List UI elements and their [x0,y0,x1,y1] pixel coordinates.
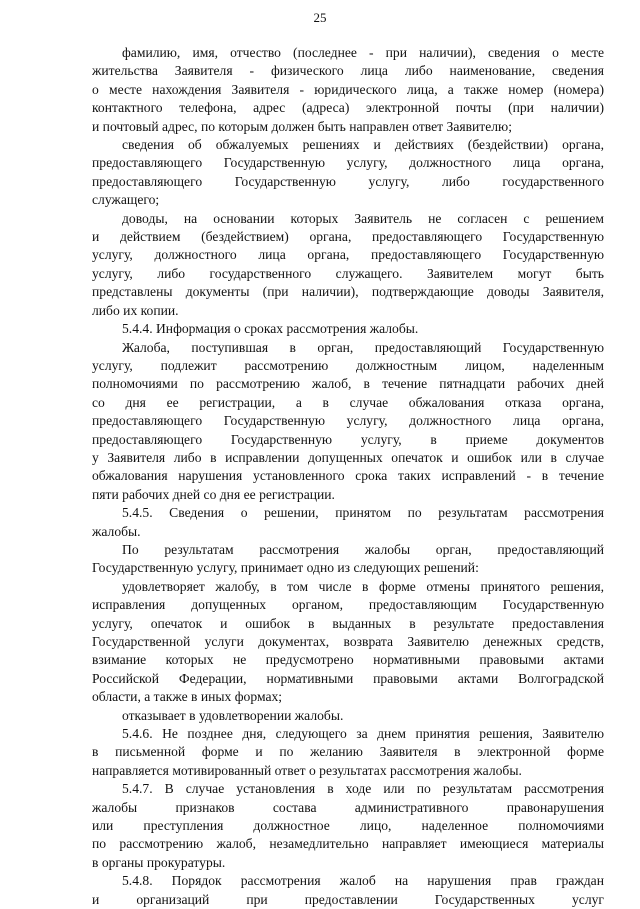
text-line: и почтовый адрес, по которым должен быть направлен ответ Заявителю; [92,118,512,134]
text-line: служащего; [92,192,160,208]
text-line: в органы прокуратуры. [92,854,226,870]
text-line: предоставляющего Государственную услугу, либо государственного [92,173,604,189]
text-line: по рассмотрению жалоб, незамедлительно направляет имеющиеся материалы [92,836,604,852]
text-line: 5.4.4. Информация о сроках рассмотрения жалобы. [122,321,419,337]
text-line: 5.4.8. Порядок рассмотрения жалоб на нарушения прав граждан [122,873,604,889]
text-line: 5.4.7. В случае установления в ходе или по результатам рассмотрения [122,781,604,797]
text-line: предоставляющего Государственную услугу, должностного лица органа, [92,413,604,429]
text-line: удовлетворяет жалобу, в том числе в форме отмены принятого решения, [122,578,604,594]
text-line: Государственной услуги документах, возврата Заявителю денежных средств, [92,634,604,649]
text-line: со дня ее регистрации, а в случае обжалования отказа органа, [92,394,604,410]
text-line: услугу, либо государственного служащего. Заявителем могут быть [92,265,604,281]
text-line: По результатам рассмотрения жалобы орган, предоставляющий [122,541,604,557]
text-line: Государственную услугу, принимает одно из следующих решений: [92,560,479,576]
text-line: у Заявителя либо в исправлении допущенных опечаток и ошибок или в случае [92,449,604,465]
text-line: сведения об обжалуемых решениях и действиях (бездействии) органа, [122,137,604,153]
text-line: жалобы признаков состава административного правонарушения [92,799,604,815]
text-line: либо их копии. [92,302,179,318]
text-line: 5.4.6. Не позднее дня, следующего за днем принятия решения, Заявителю [122,726,604,742]
text-line: услугу, опечаток и ошибок в выданных в результате предоставления [92,615,604,631]
text-line: взимание которых не предусмотрено нормативными правовыми актами [92,652,604,668]
text-line: представлены документы (при наличии), подтверждающие доводы Заявителя, [92,284,604,300]
text-line: Жалоба, поступившая в орган, предоставляющий Государственную [122,339,604,355]
document-body [92,44,604,909]
text-line: и действием (бездействием) органа, предоставляющего Государственную [92,229,604,245]
text-line: услугу, должностного лица органа, предоставляющего Государственную [92,247,604,263]
text-line: и организаций при предоставлении Государственных услуг [92,891,604,907]
text-line: полномочиями по рассмотрению жалоб, в течение пятнадцати рабочих дней [92,376,604,392]
text-line: отказывает в удовлетворении жалобы. [122,707,344,723]
text-line: направляется мотивированный ответ о результатах рассмотрения жалобы. [92,762,522,778]
text-line: 5.4.5. Сведения о решении, принятом по результатам рассмотрения [122,505,604,521]
text-line: пяти рабочих дней со дня ее регистрации. [92,486,335,502]
page-number: 25 [313,10,327,25]
text-line: жалобы. [92,523,141,539]
text-line: фамилию, имя, отчество (последнее - при наличии), сведения о месте [122,45,604,60]
text-line: услугу, подлежит рассмотрению должностным лицом, наделенным [92,357,604,373]
text-line: предоставляющего Государственную услугу, в приеме документов [92,431,604,447]
text-line: обжалования нарушения установленного срока таких исправлений - в течение [92,468,604,484]
text-line: о месте нахождения Заявителя - юридического лица, а также номер (номера) [92,81,604,97]
text-line: области, а также в иных формах; [92,689,283,705]
text-line: Российской Федерации, нормативными правовыми актами Волгоградской [92,670,604,686]
text-line: жительства Заявителя - физического лица либо наименование, сведения [92,63,604,79]
text-line: исправления допущенных органом, предоставляющим Государственную [92,597,604,613]
text-line: доводы, на основании которых Заявитель не согласен с решением [122,210,604,226]
text-line: или преступления должностное лицо, наделенное полномочиями [92,818,604,834]
text-line: в письменной форме и по желанию Заявителя в электронной форме [92,744,604,760]
text-line: предоставляющего Государственную услугу, должностного лица органа, [92,155,604,171]
text-line: контактного телефона, адрес (адреса) электронной почты (при наличии) [92,100,604,116]
